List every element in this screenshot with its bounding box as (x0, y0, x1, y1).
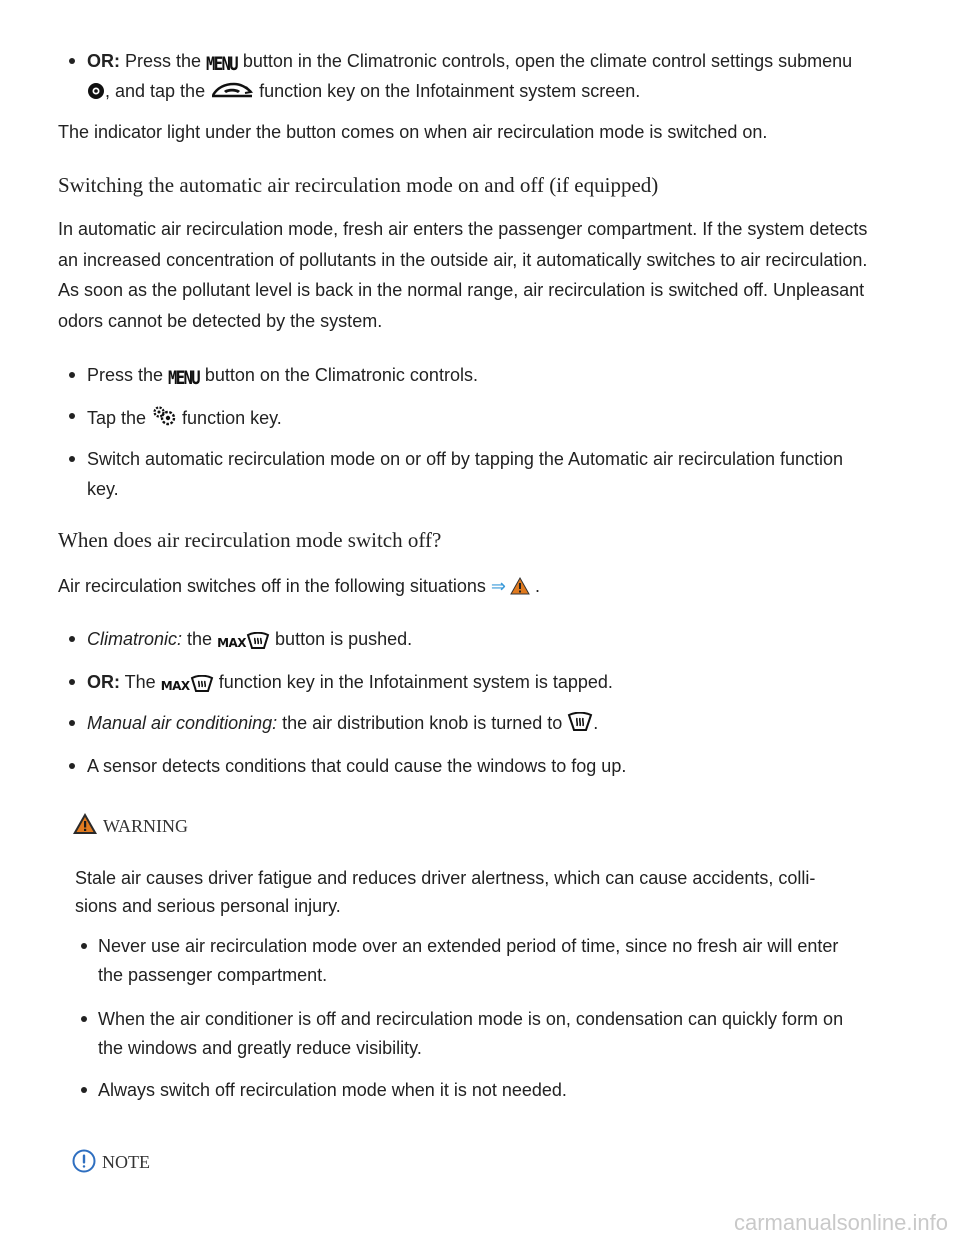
windshield-defrost-icon (567, 712, 593, 732)
list-item: Never use air recirculation mode over an extended period of time, since no fresh air will enter (98, 936, 839, 956)
list-item: Switch automatic recirculation mode on or off by tapping the Automatic air recirculation function (87, 449, 844, 469)
menu-button-icon: MENU (206, 53, 238, 75)
section-heading: Switching the automatic air recirculation mode on and off (if equipped) (58, 173, 659, 197)
bullet (69, 372, 75, 378)
paragraph-line: In automatic air recirculation mode, fresh air enters the passenger compartment. If the system detects (58, 219, 868, 239)
list-item: A sensor detects conditions that could cause the windows to fog up. (87, 756, 627, 776)
bullet (81, 1016, 87, 1022)
bullet (69, 413, 75, 419)
reference-arrow-link[interactable]: ⇒ (490, 576, 506, 596)
list-item-continuation: , and tap the function key on the Infotainment system screen. (87, 80, 640, 102)
paragraph: The indicator light under the button comes on when air recirculation mode is switched on. (58, 122, 768, 142)
list-item-continuation: the passenger compartment. (98, 965, 328, 985)
list-item: Tap the function key. (87, 405, 282, 429)
recirculation-car-icon (210, 81, 254, 101)
note-title: NOTE (102, 1152, 150, 1172)
warning-triangle-icon (510, 577, 530, 595)
warning-text: sions and serious personal injury. (75, 896, 341, 916)
paragraph-line: an increased concentration of pollutants in the outside air, it automatically switches to air recirculation. (58, 250, 868, 270)
list-item: Manual air conditioning: the air distribution knob is turned to . (87, 713, 599, 733)
paragraph-line: As soon as the pollutant level is back in the normal range, air recirculation is switched off. Unpleasant (58, 280, 865, 300)
section-heading: When does air recirculation mode switch off? (58, 528, 442, 552)
warning-text: Stale air causes driver fatigue and reduces driver alertness, which can cause accidents, colli- (75, 868, 816, 888)
bullet (69, 763, 75, 769)
list-item: When the air conditioner is off and recirculation mode is on, condensation can quickly form on (98, 1009, 844, 1029)
max-defrost-icon: MAX (161, 675, 214, 693)
list-item: Climatronic: the MAX button is pushed. (87, 629, 413, 650)
paragraph-line: odors cannot be detected by the system. (58, 311, 383, 331)
bullet (81, 943, 87, 949)
or-label: OR: (87, 51, 120, 71)
watermark: carmanualsonline.info (733, 1210, 948, 1235)
bullet (69, 456, 75, 462)
max-defrost-icon: MAX (217, 632, 270, 650)
bullet (69, 679, 75, 685)
bullet (69, 58, 75, 64)
menu-button-icon: MENU (168, 367, 200, 389)
bullet (69, 636, 75, 642)
list-item-continuation: the windows and greatly reduce visibility. (98, 1038, 422, 1058)
list-item: OR: Press the MENU button in the Climatronic controls, open the climate control settings submenu (87, 51, 853, 75)
list-item: OR: The MAX function key in the Infotainment system is tapped. (87, 672, 613, 693)
exclamation-circle-icon (72, 1149, 96, 1173)
warning-triangle-icon (72, 812, 98, 836)
warning-title: WARNING (103, 816, 188, 836)
list-item: Always switch off recirculation mode when it is not needed. (98, 1080, 567, 1100)
list-item-continuation: key. (87, 479, 119, 499)
paragraph: Air recirculation switches off in the following situations ⇒ . (58, 576, 540, 596)
list-item: Press the MENU button on the Climatronic controls. (87, 365, 478, 389)
bullet (69, 720, 75, 726)
gears-icon (151, 405, 177, 427)
settings-submenu-icon (87, 82, 105, 100)
bullet (81, 1087, 87, 1093)
